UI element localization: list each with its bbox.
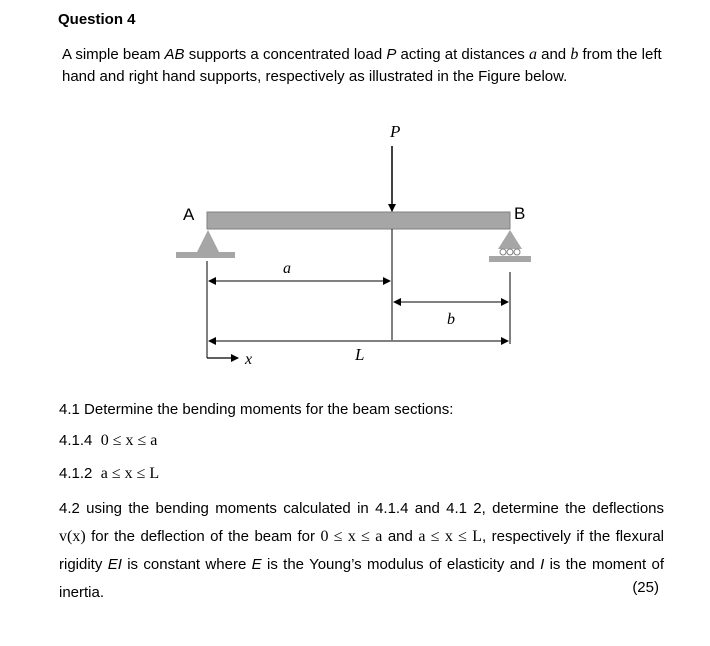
item-4-2 — [59, 495, 664, 607]
label-A: A — [183, 205, 195, 224]
beam — [207, 212, 510, 229]
question-heading: Question 4 — [58, 11, 136, 28]
intro-text-3: acting at distances — [396, 46, 529, 63]
label-B: B — [514, 204, 526, 223]
item-4-2-range-2: a ≤ x ≤ L — [418, 528, 483, 545]
load-label-P: P — [390, 122, 401, 141]
item-4-2-I: I — [540, 556, 545, 573]
label-a: a — [283, 260, 291, 277]
item-4-1-4 — [59, 432, 157, 450]
label-b: b — [447, 311, 455, 328]
label-x: x — [245, 351, 253, 368]
item-4-2-text-4: , respectively if the flexural rigidity — [59, 528, 664, 573]
item-4-1-2-range: a ≤ x ≤ L — [100, 465, 160, 482]
item-4-2-text-3: and — [382, 528, 419, 545]
intro-text-5: from the left hand and right hand supports, respectively as illustrated in the Figure below. — [62, 46, 662, 85]
item-4-2-text-2: for the deflection of the beam for — [85, 528, 321, 545]
intro-b: b — [570, 46, 579, 63]
intro-beam-name: AB — [164, 46, 185, 63]
intro-text-4: and — [536, 46, 571, 63]
item-4-2-E: E — [251, 556, 262, 573]
extension-lines — [207, 229, 510, 358]
intro-text-2: supports a concentrated load — [184, 46, 387, 63]
roller-support-B — [489, 230, 531, 262]
item-4-2-text-5: is constant where — [121, 556, 252, 573]
item-4-2-vx: v(x) — [59, 528, 86, 545]
item-4-1-4-number: 4.1.4 — [59, 432, 93, 449]
item-4-2-text-7: is the moment of inertia. — [59, 556, 664, 601]
marks-label: (25) — [632, 579, 659, 596]
item-4-2-range-1: 0 ≤ x ≤ a — [320, 528, 383, 545]
intro-load-name: P — [386, 46, 397, 63]
intro-text-1: A simple beam — [62, 46, 165, 63]
item-4-2-EI: EI — [107, 556, 122, 573]
item-4-1-4-range: 0 ≤ x ≤ a — [100, 432, 158, 449]
intro-a: a — [528, 46, 537, 63]
item-4-1: 4.1 Determine the bending moments for the beam sections: — [59, 401, 454, 418]
item-4-1-2-number: 4.1.2 — [59, 465, 93, 482]
label-L: L — [355, 345, 365, 364]
item-4-1-2 — [59, 465, 159, 483]
pin-support-A — [176, 230, 235, 258]
item-4-2-text-1: 4.2 using the bending moments calculated in 4.1.4 and 4.1 2, determine the deflections — [59, 500, 664, 517]
item-4-2-text-6: is the Young’s modulus of elasticity and — [261, 556, 541, 573]
